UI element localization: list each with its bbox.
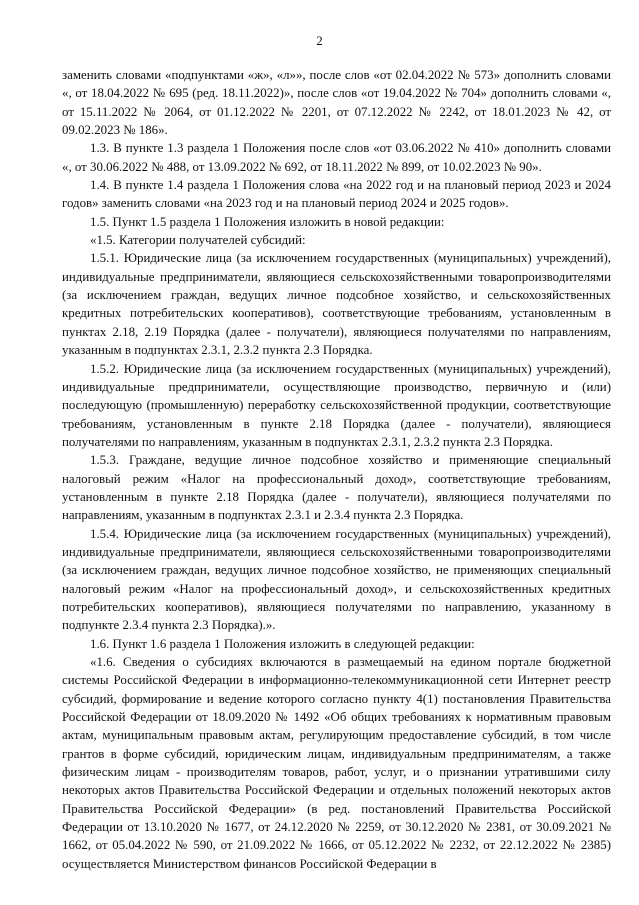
page-number: 2: [316, 33, 323, 48]
paragraph-1-6-text: «1.6. Сведения о субсидиях включаются в размещаемый на едином портале бюджетной системы Российской Федерации в информационно-телекоммуникационной сети Интернет реестр субсидий, формирование и ведение которого согласно пункту 4(1) постановления Правительства Российской Федерации от 18.09.2020 № 1492 «Об общих требованиях к нормативным правовым актам, муниципальным правовым актам, регулирующим предоставление субсидий, в том числе грантов в форме субсидий, юридическим лицам, индивидуальным предпринимателям, а также физическим лицам - производителям товаров, работ, услуг, и о признании утратившими силу некоторых актов Правительства Российской Федерации и отдельных положений некоторых актов Правительства Российской Федерации» (в ред. постановлений Правительства Российской Федерации от 13.10.2020 № 1677, от 24.12.2020 № 2259, от 30.12.2020 № 2381, от 30.09.2021 № 1662, от 05.04.2022 № 590, от 21.09.2022 № 1666, от 05.12.2022 № 2232, от 22.12.2022 № 2385) осуществляется Министерством финансов Российской Федерации в: [62, 655, 611, 871]
paragraph-1-5: 1.5. Пункт 1.5 раздела 1 Положения изложить в новой редакции:: [90, 214, 445, 229]
paragraph-1-5-3: 1.5.3. Граждане, ведущие личное подсобное хозяйство и применяющие специальный налоговый режим «Налог на профессиональный доход», соответствующие требованиям, установленным в пункте 2.18 Порядка (далее - получатели), являющиеся получателями по направлениям, указанным в подпунктах 2.3.1 и 2.3.4 пункта 2.3 Порядка.: [62, 453, 611, 523]
document-body: [62, 66, 611, 873]
paragraph-1-5-4: 1.5.4. Юридические лица (за исключением государственных (муниципальных) учреждений), индивидуальные предприниматели, являющиеся сельскохозяйственными товаропроизводителями (за исключением граждан, ведущих личное подсобное хозяйство, не применяющих специальный налоговый режим «Налог на профессиональный доход», и сельскохозяйственных кредитных потребительских кооперативов), являющиеся получателями по направлению, указанному в подпункте 2.3.4 пункта 2.3 Порядка).».: [62, 526, 611, 633]
paragraph-1-4: 1.4. В пункте 1.4 раздела 1 Положения слова «на 2022 год и на плановый период 2023 и 2024 годов» заменить словами «на 2023 год и на плановый период 2024 и 2025 годов».: [62, 178, 611, 211]
paragraph-1-3: 1.3. В пункте 1.3 раздела 1 Положения после слов «от 03.06.2022 № 410» дополнить словами «, от 30.06.2022 № 488, от 13.09.2022 № 692, от 18.11.2022 № 899, от 10.02.2023 № 90».: [62, 141, 611, 174]
paragraph-continuation: заменить словами «подпунктами «ж», «л»», после слов «от 02.04.2022 № 573» дополнить словами «, от 18.04.2022 № 695 (ред. 18.11.2022)», после слов «от 19.04.2022 № 704» дополнить словами «, от 15.11.2022 № 2064, от 01.12.2022 № 2201, от 07.12.2022 № 2242, от 18.01.2023 № 42, от 09.02.2023 № 186».: [62, 68, 611, 138]
paragraph-1-5-2: 1.5.2. Юридические лица (за исключением государственных (муниципальных) учреждений), индивидуальные предприниматели, осуществляющие производство, первичную и (или) последующую (промышленную) переработку сельскохозяйственной продукции, соответствующие требованиям, установленным в пункте 2.18 Порядка (далее - получатели), являющиеся получателями по направлениям, указанным в подпунктах 2.3.1, 2.3.2 пункта 2.3 Порядка.: [62, 361, 611, 449]
paragraph-1-6: 1.6. Пункт 1.6 раздела 1 Положения изложить в следующей редакции:: [90, 636, 475, 651]
paragraph-1-5-1: 1.5.1. Юридические лица (за исключением государственных (муниципальных) учреждений), индивидуальные предприниматели, являющиеся сельскохозяйственными товаропроизводителями (за исключением граждан, ведущих личное подсобное хозяйство, и сельскохозяйственных кредитных потребительских кооперативов), соответствующие требованиям, установленным в пунктах 2.18, 2.19 Порядка (далее - получатели), являющиеся получателями по направлениям, указанным в подпунктах 2.3.1, 2.3.2 пункта 2.3 Порядка.: [62, 251, 611, 358]
paragraph-1-5-heading: «1.5. Категории получателей субсидий:: [90, 233, 306, 248]
